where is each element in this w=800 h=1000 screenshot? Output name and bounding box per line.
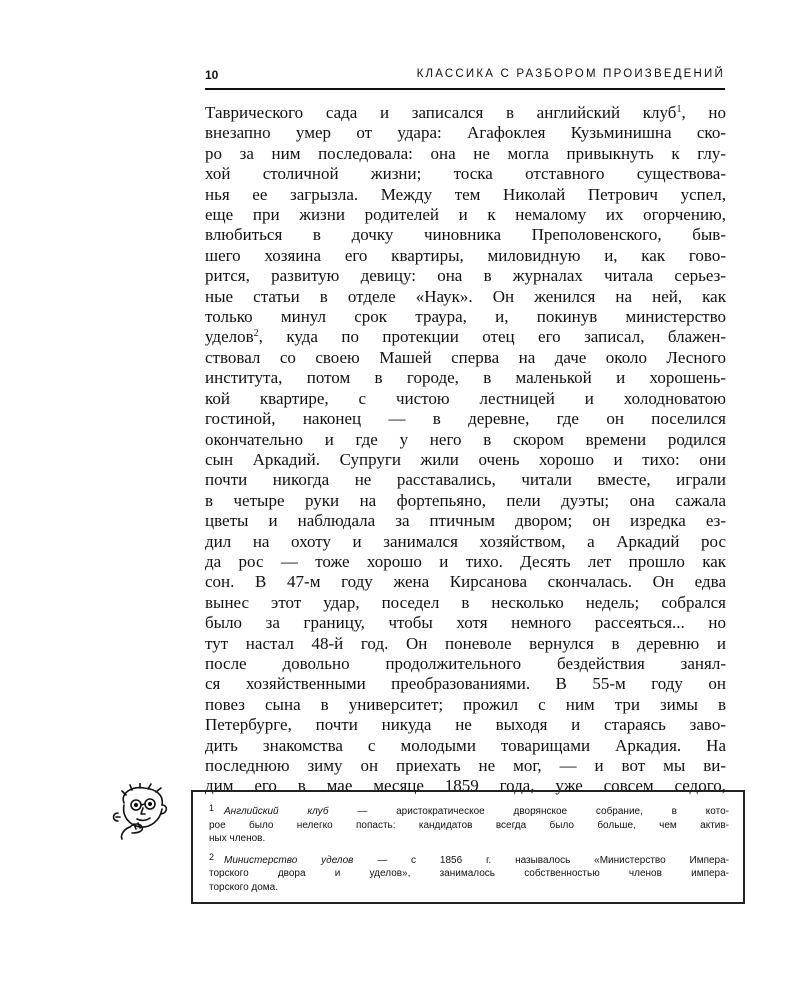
text-line: вынес этот удар, поседел в несколько недель; собрался: [205, 592, 726, 612]
text-line: сын Аркадий. Супруги жили очень хорошо и тихо: они: [205, 449, 726, 469]
text-line: еще при жизни родителей и к немалому их огорчению,: [205, 205, 726, 225]
text-line: дим его в мае месяце 1859 года, уже совсем седого,: [205, 776, 726, 796]
text-line: Петербурге, почти никуда не выходя и стараясь заво-: [205, 715, 726, 735]
footnote-term: Английский клуб: [224, 806, 329, 817]
text-line: хой столичной жизни; тоска отставного существова-: [205, 164, 726, 184]
running-header: [205, 68, 725, 90]
footnote-ref-2[interactable]: 2: [253, 328, 259, 340]
text-line: шего хозяина его квартиры, миловидную и, как гово-: [205, 245, 726, 265]
footnote-2: [209, 851, 729, 895]
footnote-term: Министерство уделов: [224, 854, 354, 866]
footnotes-box: [191, 790, 745, 904]
text-line: нья ее загрызла. Между тем Николай Петрович успел,: [205, 184, 726, 204]
footnote-line: рое было нелегко попасть: кандидатов всегда было больше, чем актив-: [209, 819, 729, 831]
text-line: влюбиться в дочку чиновника Преполовенского, быв-: [205, 225, 726, 245]
text-line: да рос — тоже хорошо и тихо. Десять лет прошло как: [205, 551, 726, 571]
text-line: только минул срок траура, и, покинув министерство: [205, 307, 726, 327]
text-line: уделов$^2$, куда по протекции отец его записал, блажен-: [205, 327, 726, 347]
text-line: тут настал 48-й год. Он поневоле вернулся в деревню и: [205, 633, 726, 653]
text-line: дил на охоту и занимался хозяйством, а Аркадий рос: [205, 531, 726, 551]
footnote-line: ных членов.: [209, 833, 266, 844]
thinking-man-icon: [110, 783, 174, 841]
footnote-number: 2: [209, 851, 215, 862]
footnote-line: торского дома.: [209, 881, 279, 893]
text-line: института, потом в городе, в маленькой и хорошень-: [205, 368, 726, 388]
text-line: окончательно и где у него в скором времени родился: [205, 429, 726, 449]
footnote-number: 1: [209, 803, 215, 813]
footnote-1: [209, 802, 729, 846]
text-line: ся хозяйственными преобразованиями. В 55-м году он: [205, 674, 726, 694]
text-line: рится, развитую девицу: она в журналах читала серьез-: [205, 266, 726, 286]
text-line: цветы и наблюдала за птичным двором; он изредка ез-: [205, 511, 726, 531]
text-line: почти никогда не расставались, читали вместе, играли: [205, 470, 726, 490]
text-line: ствовал со своею Машей сперва на даче около Лесного: [205, 347, 726, 367]
footnote-line: 1 Английский клуб — аристократическое дворянское собрание, в кото-: [209, 803, 729, 817]
main-text: [205, 103, 726, 797]
text-line: повез сына в университет; прожил с ним три зимы в: [205, 694, 726, 714]
text-line: гостиной, наконец — в деревне, где он поселился: [205, 409, 726, 429]
text-line: было за границу, чтобы хотя немного рассеяться... но: [205, 613, 726, 633]
text-line: после довольно продолжительного бездействия занял-: [205, 653, 726, 673]
text-line: дить знакомства с молодыми товарищами Аркадия. На: [205, 735, 726, 755]
text-line: внезапно умер от удара: Агафоклея Кузьминишна ско-: [205, 123, 726, 143]
footnote-ref-1[interactable]: 1: [676, 104, 682, 115]
page-number: 10: [205, 68, 219, 82]
text-line: ные статьи в отделе «Наук». Он женился на ней, как: [205, 286, 726, 306]
footnote-line: 2 Министерство уделов — с 1856 г. называлось «Министерство Импера-: [209, 851, 729, 866]
text-line: Таврического сада и записался в английский клуб$^1$, но: [205, 103, 726, 122]
text-line: кой квартире, с чистою лестницей и холодноватою: [205, 388, 726, 408]
text-line: в четыре руки на фортепьяно, пели дуэты; она сажала: [205, 490, 726, 510]
text-line: сон. В 47-м году жена Кирсанова скончалась. Он едва: [205, 572, 726, 592]
text-line: последнюю зиму он приехать не мог, — и вот мы ви-: [205, 756, 726, 775]
text-line: ро за ним последовала: она не могла привыкнуть к глу-: [205, 143, 726, 163]
footnote-line: торского двора и уделов», занималось собственностью членов импера-: [209, 868, 729, 879]
running-title: КЛАССИКА С РАЗБОРОМ ПРОИЗВЕДЕНИЙ: [416, 68, 725, 80]
